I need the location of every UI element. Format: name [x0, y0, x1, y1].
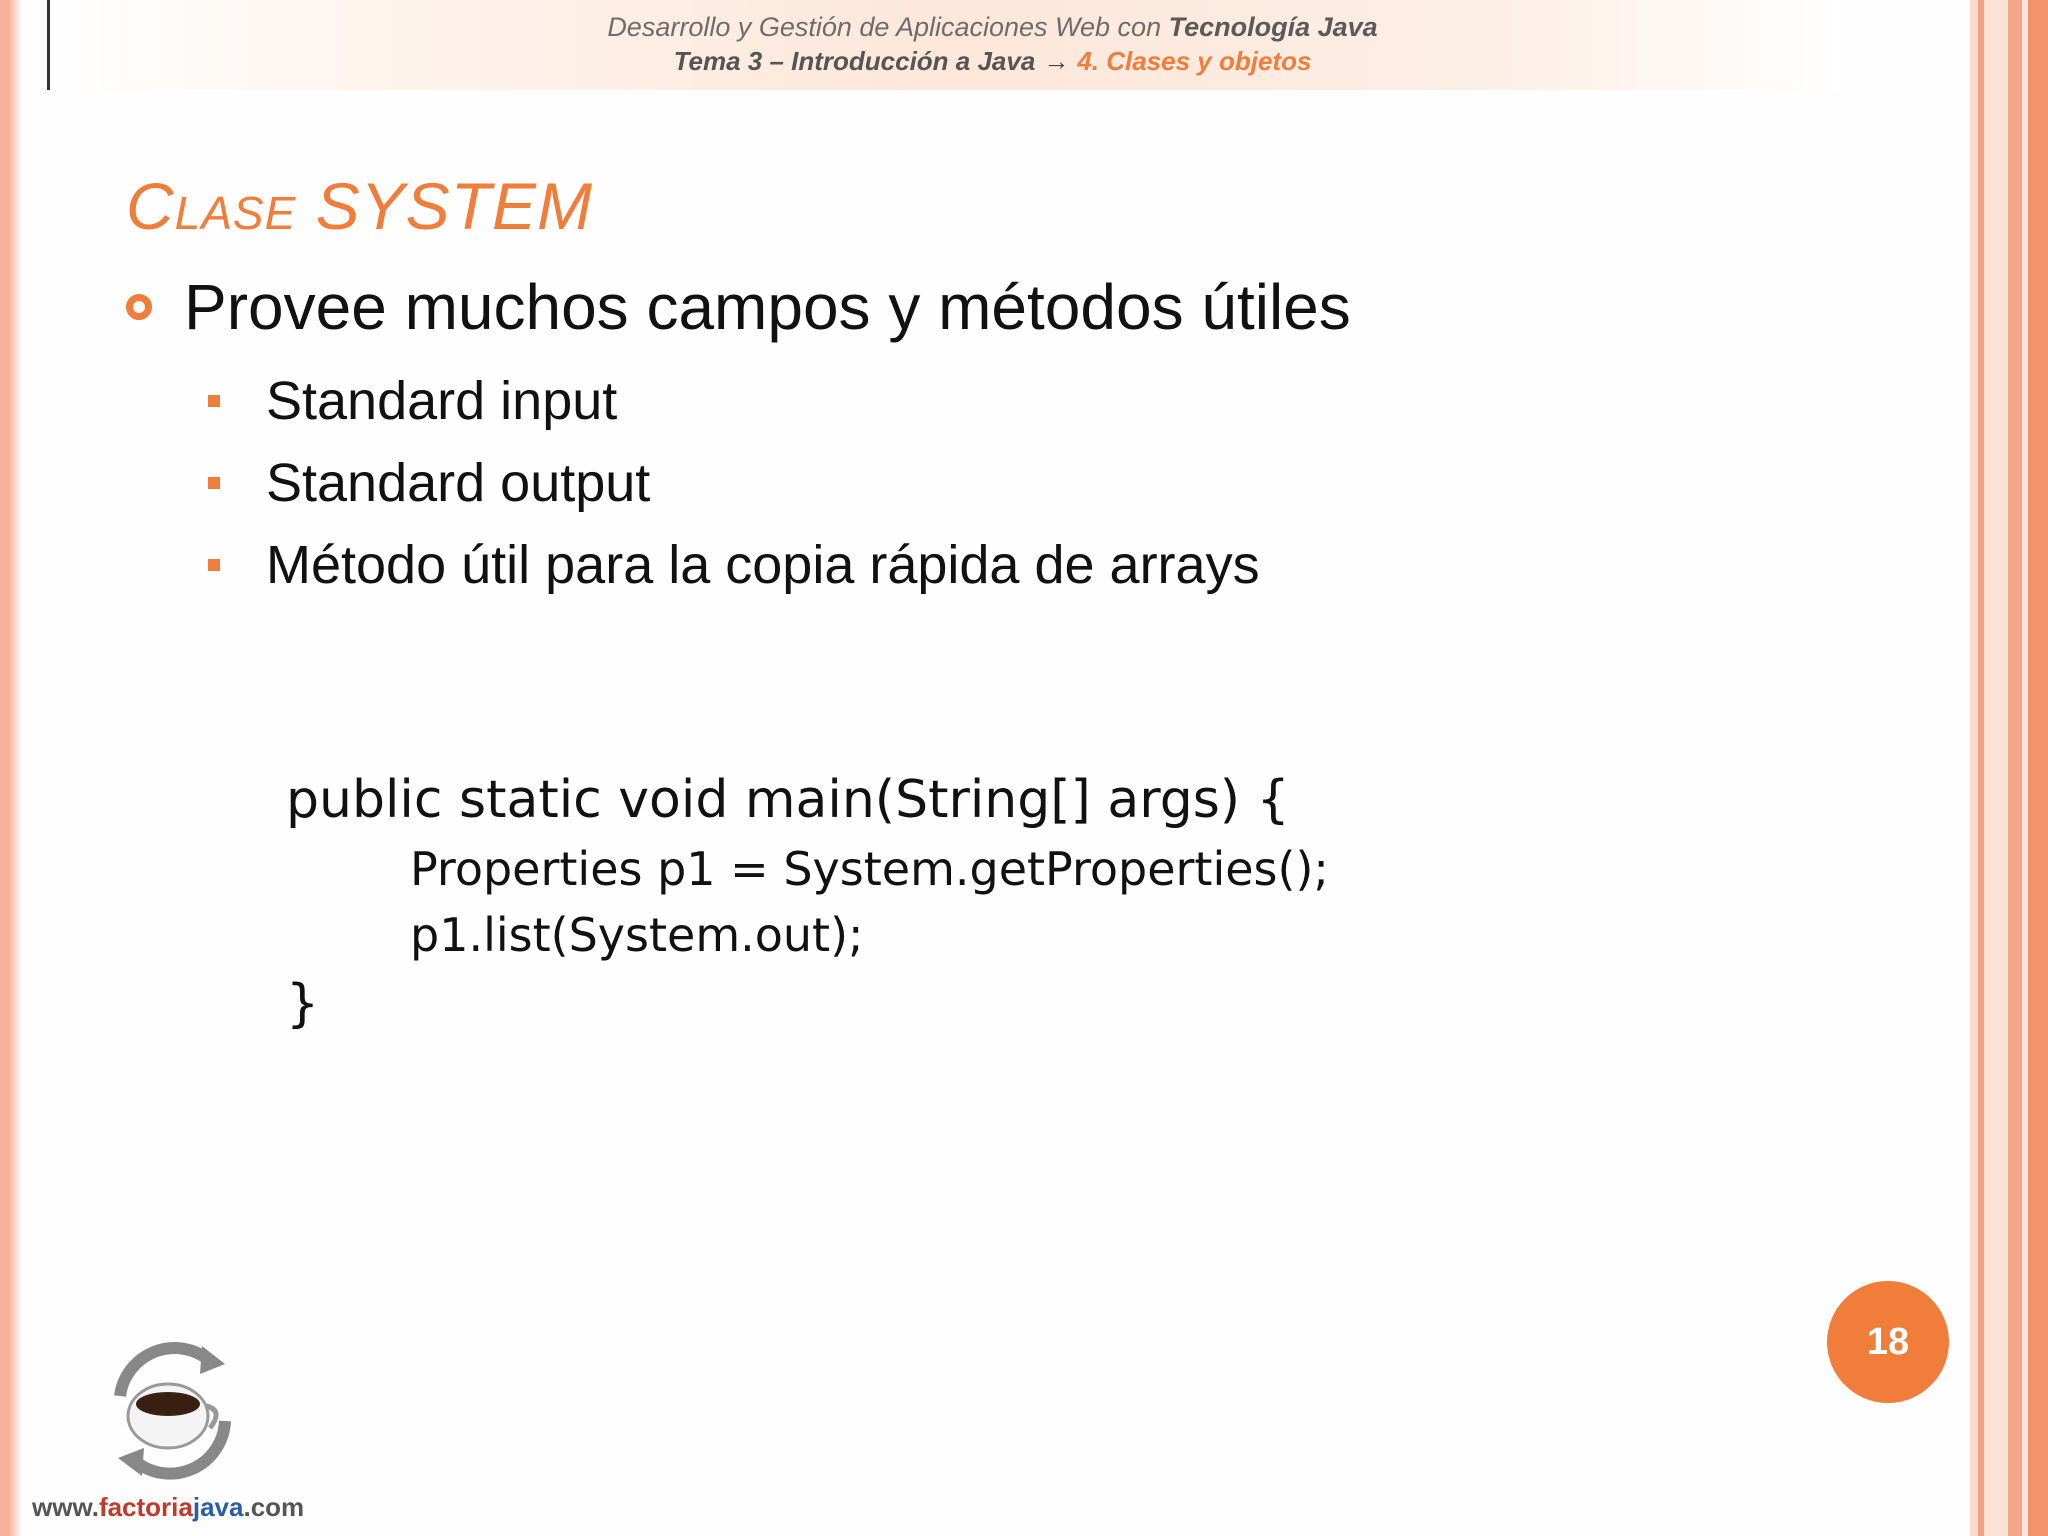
sub-bullet-item: [208, 360, 1260, 442]
sub-bullet-list: [208, 360, 1260, 606]
breadcrumb-topic: Tema 3 – Introducción a Java: [673, 46, 1036, 76]
sub-bullet-text: Standard input: [266, 371, 618, 431]
code-line: }: [286, 974, 320, 1034]
code-line: Properties p1 = System.getProperties();: [410, 842, 1329, 896]
sub-bullet-item: [208, 524, 1260, 606]
code-block: [286, 770, 1329, 1046]
ring-bullet-icon: [126, 294, 152, 320]
sub-bullet-text: Standard output: [266, 453, 651, 513]
sub-bullet-item: [208, 442, 1260, 524]
breadcrumb-section: 4. Clases y objetos: [1077, 46, 1312, 76]
logo-url-brand-blue: java: [192, 1492, 244, 1522]
main-bullet: [126, 270, 1351, 344]
header-course-bold: Tecnología Java: [1168, 12, 1378, 42]
square-bullet-icon: [208, 559, 220, 571]
left-border-stripe: [0, 0, 22, 1536]
right-border-stripes: [1970, 0, 2048, 1536]
code-line: public static void main(String[] args) {: [286, 770, 1290, 830]
header-course-title: [0, 12, 1985, 43]
header-course-prefix: Desarrollo y Gestión de Aplicaciones Web con: [607, 12, 1169, 42]
main-bullet-text: Provee muchos campos y métodos útiles: [184, 271, 1351, 343]
square-bullet-icon: [208, 395, 220, 407]
logo-url-suffix: .com: [243, 1492, 305, 1522]
code-line: p1.list(System.out);: [410, 908, 864, 962]
logo-url: [32, 1492, 304, 1523]
square-bullet-icon: [208, 477, 220, 489]
coffee-cup-logo-icon: [90, 1336, 250, 1486]
arrow-right-icon: →: [1043, 46, 1070, 76]
logo-url-brand-red: factoria: [98, 1492, 193, 1522]
sub-bullet-text: Método útil para la copia rápida de arrays: [266, 535, 1260, 595]
header-breadcrumb: [0, 46, 1985, 77]
logo-url-prefix: www.: [32, 1492, 99, 1522]
slide-title: Clase SYSTEM: [126, 169, 594, 243]
page-number-badge: 18: [1827, 1281, 1949, 1403]
